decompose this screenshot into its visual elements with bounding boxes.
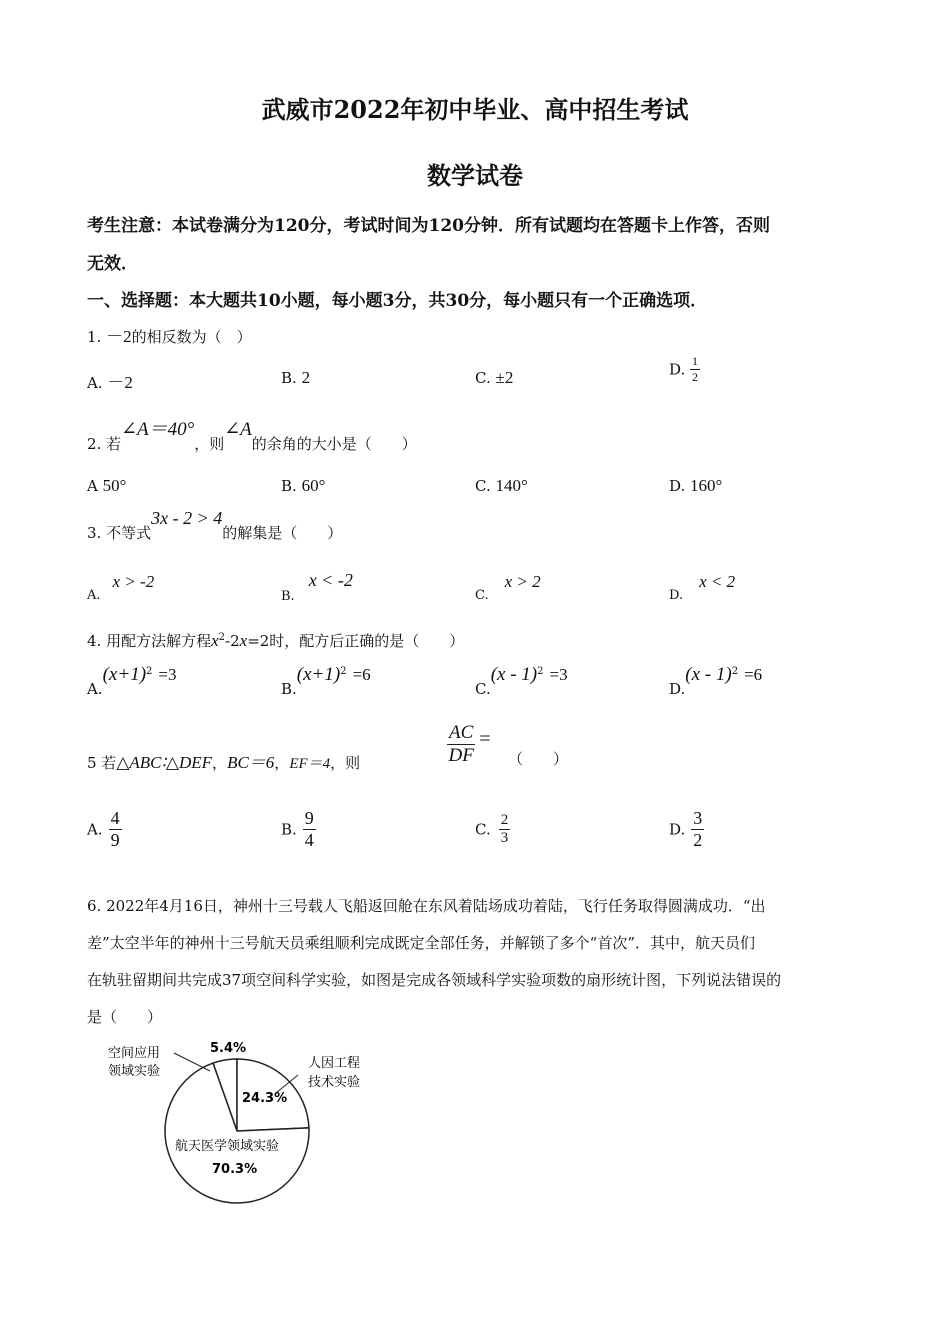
q5-number: 5 若 bbox=[87, 754, 117, 772]
pie-chart bbox=[90, 1035, 400, 1210]
option-label: A. bbox=[87, 820, 103, 839]
option-label: B. bbox=[281, 369, 297, 387]
option-value: x > 2 bbox=[504, 572, 541, 591]
q5-option-c[interactable] bbox=[475, 812, 510, 847]
option-rhs: =6 bbox=[744, 665, 763, 684]
q5-comma2: ， bbox=[274, 754, 290, 772]
fraction-num: 2 bbox=[500, 812, 509, 828]
option-exponent: 2 bbox=[146, 666, 153, 677]
option-value: x < -2 bbox=[308, 570, 353, 590]
option-label: B. bbox=[281, 820, 297, 839]
label-human-line2: 技术实验 bbox=[308, 1075, 361, 1090]
q4-var2: x bbox=[239, 631, 248, 650]
label-medical-pct: 70.3% bbox=[212, 1162, 258, 1177]
q3-option-b[interactable] bbox=[281, 570, 353, 604]
q3-text: 的解集是（ ） bbox=[222, 524, 343, 542]
option-label: C. bbox=[475, 680, 491, 698]
q1-number: 1. bbox=[87, 328, 102, 346]
q4-option-d[interactable] bbox=[669, 664, 763, 698]
q5-then: ，则 bbox=[330, 754, 361, 772]
q2-text: 的余角的大小是（ ） bbox=[251, 435, 417, 453]
label-space-pct: 5.4% bbox=[210, 1041, 247, 1056]
q4-text-b: -2 bbox=[225, 632, 240, 650]
fraction-den: DF bbox=[448, 745, 474, 766]
option-label: D. bbox=[669, 588, 684, 603]
option-label: D. bbox=[669, 477, 686, 495]
option-rhs: =6 bbox=[352, 665, 371, 684]
q5-option-a[interactable] bbox=[87, 808, 122, 851]
q5-ef: EF＝4 bbox=[289, 756, 331, 772]
option-value: 50° bbox=[102, 476, 127, 495]
option-base: (x+1) bbox=[102, 664, 147, 685]
label-medical: 航天医学领域实验 bbox=[175, 1139, 280, 1154]
q5-stem bbox=[87, 748, 360, 773]
label-human-pct: 24.3% bbox=[242, 1091, 288, 1106]
fraction-den: 2 bbox=[692, 370, 699, 384]
q3-option-a[interactable] bbox=[87, 572, 155, 603]
q1-text: 的相反数为（ ） bbox=[131, 328, 252, 346]
fraction-num: 4 bbox=[110, 808, 120, 828]
q4-text-c: =2时，配方后正确的是（ ） bbox=[247, 632, 465, 650]
option-label: D. bbox=[669, 820, 686, 839]
option-label: B. bbox=[281, 477, 297, 495]
fraction bbox=[690, 354, 700, 385]
q5-similar: △ABC∶△DEF bbox=[116, 753, 213, 772]
option-label: C. bbox=[475, 820, 491, 839]
fraction-den: 2 bbox=[693, 830, 703, 850]
q2-math-angle: ∠A bbox=[224, 419, 252, 440]
q5-fraction bbox=[447, 722, 491, 767]
q5-option-d[interactable] bbox=[669, 808, 704, 851]
fraction-num: AC bbox=[449, 722, 474, 743]
q1-stem bbox=[87, 322, 252, 347]
q1-option-b[interactable] bbox=[281, 368, 310, 388]
q2-text-mid: ，则 bbox=[194, 435, 225, 453]
option-label: A. bbox=[87, 680, 103, 698]
q2-option-a[interactable] bbox=[87, 476, 126, 496]
option-label: C. bbox=[475, 588, 489, 603]
q2-math-angle-value: ∠A＝40° bbox=[121, 419, 195, 440]
option-value: ±2 bbox=[495, 368, 514, 387]
option-label: D. bbox=[669, 360, 686, 379]
fraction-den: 4 bbox=[304, 830, 314, 850]
notice-line2: 无效． bbox=[87, 254, 138, 274]
option-value: 60° bbox=[301, 476, 326, 495]
option-value: 140° bbox=[495, 476, 528, 495]
option-base: (x - 1) bbox=[685, 664, 732, 685]
option-value: 2 bbox=[301, 368, 311, 387]
exam-title: 武威市2022年初中毕业、高中招生考试 bbox=[261, 95, 689, 124]
q1-option-a[interactable] bbox=[87, 368, 133, 393]
q4-option-c[interactable] bbox=[475, 664, 568, 698]
q4-text-a: 4. 用配方法解方程 bbox=[87, 632, 212, 650]
q6-line3: 在轨驻留期间共完成37项空间科学实验，如图是完成各领域科学实验项数的扇形统计图，下列说法错误的 bbox=[87, 971, 782, 989]
q1-option-c[interactable] bbox=[475, 368, 513, 388]
q4-option-a[interactable] bbox=[87, 664, 177, 698]
fraction-num: 1 bbox=[692, 354, 699, 368]
option-label: A bbox=[87, 477, 98, 495]
option-label: A. bbox=[87, 374, 103, 392]
option-value: －2 bbox=[107, 373, 133, 392]
q4-var: x bbox=[211, 631, 219, 650]
section1-heading: 一、选择题：本大题共10小题，每小题3分，共30分，每小题只有一个正确选项． bbox=[87, 291, 708, 311]
q2-option-c[interactable] bbox=[475, 476, 528, 496]
fraction-num: 3 bbox=[693, 808, 703, 828]
fraction-den: 3 bbox=[500, 830, 509, 846]
fraction-num: 9 bbox=[304, 808, 314, 828]
q2-option-d[interactable] bbox=[669, 476, 722, 496]
label-human-line1: 人因工程 bbox=[308, 1056, 361, 1071]
q3-math-inequality: 3x - 2 > 4 bbox=[151, 508, 223, 528]
label-space-line1: 空间应用 bbox=[108, 1046, 161, 1061]
q5-comma: ， bbox=[212, 754, 228, 772]
q5-option-b[interactable] bbox=[281, 808, 316, 851]
q3-option-d[interactable] bbox=[669, 572, 736, 603]
option-value: x > -2 bbox=[112, 572, 155, 591]
option-base: (x - 1) bbox=[490, 664, 538, 685]
label-space-line2: 领域实验 bbox=[108, 1064, 161, 1079]
option-label: C. bbox=[475, 369, 491, 387]
q6-line4: 是（ ） bbox=[87, 1008, 163, 1026]
q2-option-b[interactable] bbox=[281, 476, 325, 496]
q2-stem bbox=[87, 414, 417, 453]
q3-option-c[interactable] bbox=[475, 572, 541, 603]
option-label: D. bbox=[669, 680, 686, 698]
q1-math: －2 bbox=[106, 327, 132, 346]
q6-line1: 6. 2022年4月16日，神州十三号载人飞船返回舱在东风着陆场成功着陆，飞行任务取得圆满成功．“出 bbox=[87, 897, 766, 915]
option-exponent: 2 bbox=[340, 666, 347, 677]
q4-stem bbox=[87, 630, 464, 651]
option-value: 160° bbox=[690, 476, 723, 495]
q5-paren: （ ） bbox=[508, 750, 569, 768]
option-exponent: 2 bbox=[731, 666, 739, 677]
option-rhs: =3 bbox=[158, 665, 177, 684]
leader-line-space bbox=[174, 1053, 210, 1071]
q6-line2: 差”太空半年的神州十三号航天员乘组顺利完成既定全部任务，并解锁了多个“首次”．其中，航天员们 bbox=[87, 934, 756, 952]
option-base: (x+1) bbox=[296, 664, 341, 685]
q3-stem bbox=[87, 508, 343, 542]
option-rhs: =3 bbox=[549, 665, 568, 684]
q4-exponent: 2 bbox=[218, 632, 226, 643]
q4-option-b[interactable] bbox=[281, 664, 371, 698]
option-label: B. bbox=[281, 589, 295, 604]
q1-option-d[interactable] bbox=[669, 354, 700, 385]
option-exponent: 2 bbox=[537, 666, 544, 677]
option-label: A. bbox=[87, 588, 101, 603]
q2-number: 2. 若 bbox=[87, 435, 122, 453]
fraction-den: 9 bbox=[110, 830, 120, 850]
option-value: x < 2 bbox=[699, 572, 736, 591]
exam-subtitle: 数学试卷 bbox=[427, 161, 523, 190]
option-label: B. bbox=[281, 680, 297, 698]
equals-sign: = bbox=[479, 728, 491, 750]
q3-number: 3. 不等式 bbox=[87, 524, 152, 542]
q5-bc: BC＝6 bbox=[227, 753, 275, 772]
notice-line1: 考生注意：本试卷满分为120分，考试时间为120分钟．所有试题均在答题卡上作答，否则 bbox=[87, 216, 770, 236]
option-label: C. bbox=[475, 477, 491, 495]
